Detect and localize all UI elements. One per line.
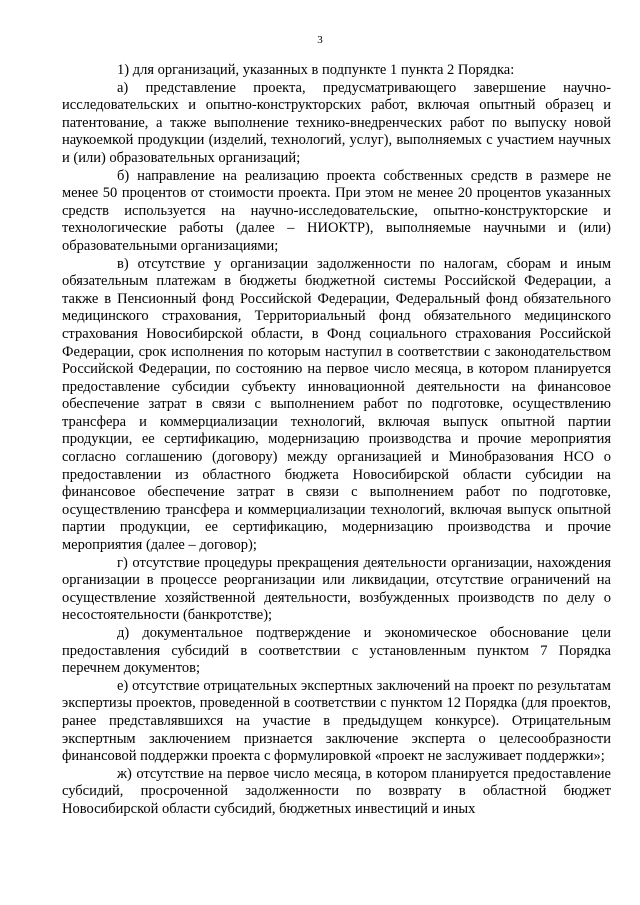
document-body — [62, 62, 611, 819]
paragraph-item-v: в) отсутствие у организации задолженности по налогам, сборам и иным обязательным платежам в бюджеты бюджетной системы Российской Федерации, а также в Пенсионный фонд Российской Федерации, Федеральный фонд обязательного медицинского страхования, Территориальный фонд обязательного медицинского страхования Новосибирской области, в Фонд социального страхования Российской Федерации, срок исполнения по которым наступил в соответствии с законодательством Российской Федерации, по состоянию на первое число месяца, в котором планируется предоставление субсидии субъекту инновационной деятельности на финансовое обеспечение затрат в связи с выполнением работ по подготовке, осуществлению трансфера и коммерциализации технологий, включая выпуск опытной партии продукции, ее сертификацию, модернизацию производства и прочие мероприятия согласно соглашению (договору) между организацией и Минобразования НСО о предоставлении из областного бюджета Новосибирской области субсидии на финансовое обеспечение затрат в связи с выполнением работ по подготовке, осуществлению трансфера и коммерциализации технологий, включая выпуск опытной партии продукции, ее сертификацию, модернизацию производства и прочие мероприятия (далее – договор); — [62, 255, 611, 554]
paragraph-item-b: б) направление на реализацию проекта собственных средств в размере не менее 50 процентов от стоимости проекта. При этом не менее 20 процентов указанных средств используется на научно-исследовательские, опытно-конструкторские и технологические работы (далее – НИОКТР), выполняемые научными и (или) образовательными организациями; — [62, 167, 611, 254]
paragraph-item-a: а) представление проекта, предусматривающего завершение научно-исследовательских и опытно-конструкторских работ, включая опытный образец и патентование, а также выполнение технико-внедренческих работ по выпуску новой наукоемкой продукции (изделий, технологий, услуг), выполняемых с участием научных и (или) образовательных организаций; — [62, 79, 611, 166]
paragraph-item-zh: ж) отсутствие на первое число месяца, в котором планируется предоставление субсидий, просроченной задолженности по возврату в областной бюджет Новосибирской области субсидий, бюджетных инвестиций и иных — [62, 765, 611, 817]
paragraph-item-d: д) документальное подтверждение и экономическое обоснование цели предоставления субсидий в соответствии с установленным пунктом 7 Порядка перечнем документов; — [62, 625, 611, 677]
paragraph-intro: 1) для организаций, указанных в подпункте 1 пункта 2 Порядка: — [117, 62, 515, 78]
paragraph-item-g: г) отсутствие процедуры прекращения деятельности организации, нахождения организации в процессе реорганизации или ликвидации, отсутствие ограничений на осуществление хозяйственной деятельности, возбужденных производств по делу о несостоятельности (банкротстве); — [62, 554, 611, 624]
paragraph-item-e: е) отсутствие отрицательных экспертных заключений на проект по результатам экспертизы проектов, проведенной в соответствии с пунктом 12 Порядка (для проектов, ранее представлявшихся на участие в предыдущем конкурсе). Отрицательным экспертным заключением признается заключение эксперта о целесообразности финансовой поддержки проекта с формулировкой «проект не заслуживает поддержки»; — [62, 677, 611, 765]
page-number: 3 — [317, 34, 323, 46]
